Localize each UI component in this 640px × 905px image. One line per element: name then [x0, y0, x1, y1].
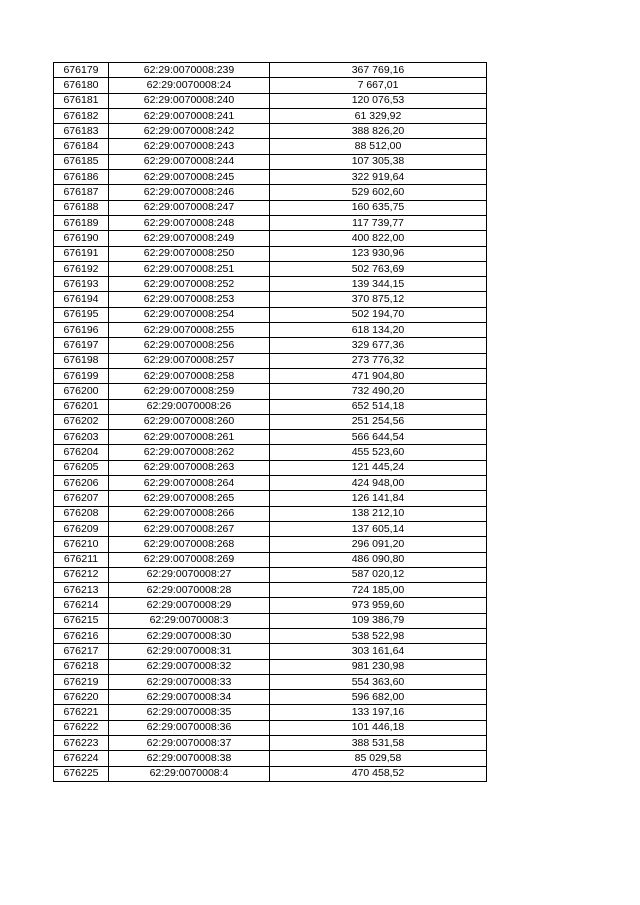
row-number-cell: 676212 [54, 567, 109, 582]
row-number-cell: 676206 [54, 476, 109, 491]
value-cell: 973 959,60 [270, 598, 487, 613]
row-number-cell: 676210 [54, 537, 109, 552]
cadastral-number-cell: 62:29:0070008:4 [109, 766, 270, 781]
value-cell: 133 197,16 [270, 705, 487, 720]
table-body [54, 63, 487, 782]
value-cell: 732 490,20 [270, 384, 487, 399]
value-cell: 322 919,64 [270, 170, 487, 185]
value-cell: 126 141,84 [270, 491, 487, 506]
value-cell: 502 194,70 [270, 307, 487, 322]
value-cell: 486 090,80 [270, 552, 487, 567]
table-row [54, 476, 487, 491]
table-row [54, 583, 487, 598]
value-cell: 109 386,79 [270, 613, 487, 628]
value-cell: 596 682,00 [270, 690, 487, 705]
cadastral-number-cell: 62:29:0070008:246 [109, 185, 270, 200]
row-number-cell: 676198 [54, 353, 109, 368]
cadastral-number-cell: 62:29:0070008:265 [109, 491, 270, 506]
value-cell: 61 329,92 [270, 108, 487, 123]
table-row [54, 567, 487, 582]
row-number-cell: 676214 [54, 598, 109, 613]
table-row [54, 338, 487, 353]
row-number-cell: 676192 [54, 261, 109, 276]
table-row [54, 139, 487, 154]
cadastral-number-cell: 62:29:0070008:269 [109, 552, 270, 567]
table-row [54, 537, 487, 552]
table-row [54, 154, 487, 169]
table-row [54, 124, 487, 139]
value-cell: 85 029,58 [270, 751, 487, 766]
value-cell: 724 185,00 [270, 583, 487, 598]
value-cell: 101 446,18 [270, 720, 487, 735]
cadastral-number-cell: 62:29:0070008:261 [109, 430, 270, 445]
cadastral-number-cell: 62:29:0070008:30 [109, 628, 270, 643]
cadastral-number-cell: 62:29:0070008:38 [109, 751, 270, 766]
table-row [54, 307, 487, 322]
cadastral-number-cell: 62:29:0070008:260 [109, 414, 270, 429]
cadastral-number-cell: 62:29:0070008:253 [109, 292, 270, 307]
row-number-cell: 676200 [54, 384, 109, 399]
value-cell: 329 677,36 [270, 338, 487, 353]
value-cell: 160 635,75 [270, 200, 487, 215]
cadastral-number-cell: 62:29:0070008:35 [109, 705, 270, 720]
table-row [54, 460, 487, 475]
cadastral-number-cell: 62:29:0070008:250 [109, 246, 270, 261]
value-cell: 251 254,56 [270, 414, 487, 429]
cadastral-number-cell: 62:29:0070008:255 [109, 323, 270, 338]
value-cell: 139 344,15 [270, 277, 487, 292]
row-number-cell: 676221 [54, 705, 109, 720]
value-cell: 424 948,00 [270, 476, 487, 491]
row-number-cell: 676213 [54, 583, 109, 598]
cadastral-number-cell: 62:29:0070008:259 [109, 384, 270, 399]
table-row [54, 506, 487, 521]
cadastral-number-cell: 62:29:0070008:251 [109, 261, 270, 276]
row-number-cell: 676181 [54, 93, 109, 108]
cadastral-number-cell: 62:29:0070008:34 [109, 690, 270, 705]
cadastral-number-cell: 62:29:0070008:24 [109, 78, 270, 93]
row-number-cell: 676208 [54, 506, 109, 521]
value-cell: 470 458,52 [270, 766, 487, 781]
cadastral-number-cell: 62:29:0070008:263 [109, 460, 270, 475]
table-row [54, 720, 487, 735]
table-row [54, 78, 487, 93]
row-number-cell: 676196 [54, 323, 109, 338]
value-cell: 296 091,20 [270, 537, 487, 552]
row-number-cell: 676211 [54, 552, 109, 567]
row-number-cell: 676224 [54, 751, 109, 766]
row-number-cell: 676195 [54, 307, 109, 322]
table-row [54, 277, 487, 292]
table-row [54, 491, 487, 506]
value-cell: 502 763,69 [270, 261, 487, 276]
row-number-cell: 676193 [54, 277, 109, 292]
value-cell: 123 930,96 [270, 246, 487, 261]
cadastral-number-cell: 62:29:0070008:244 [109, 154, 270, 169]
table-row [54, 384, 487, 399]
table-row [54, 705, 487, 720]
table-row [54, 231, 487, 246]
value-cell: 117 739,77 [270, 215, 487, 230]
row-number-cell: 676209 [54, 521, 109, 536]
cadastral-number-cell: 62:29:0070008:256 [109, 338, 270, 353]
cadastral-number-cell: 62:29:0070008:28 [109, 583, 270, 598]
row-number-cell: 676197 [54, 338, 109, 353]
cadastral-number-cell: 62:29:0070008:254 [109, 307, 270, 322]
value-cell: 981 230,98 [270, 659, 487, 674]
cadastral-number-cell: 62:29:0070008:264 [109, 476, 270, 491]
table-row [54, 246, 487, 261]
cadastral-number-cell: 62:29:0070008:262 [109, 445, 270, 460]
value-cell: 137 605,14 [270, 521, 487, 536]
cadastral-number-cell: 62:29:0070008:258 [109, 368, 270, 383]
value-cell: 7 667,01 [270, 78, 487, 93]
value-cell: 400 822,00 [270, 231, 487, 246]
value-cell: 538 522,98 [270, 628, 487, 643]
table-row [54, 736, 487, 751]
row-number-cell: 676219 [54, 674, 109, 689]
cadastral-number-cell: 62:29:0070008:31 [109, 644, 270, 659]
cadastral-number-cell: 62:29:0070008:26 [109, 399, 270, 414]
row-number-cell: 676205 [54, 460, 109, 475]
table-row [54, 644, 487, 659]
value-cell: 303 161,64 [270, 644, 487, 659]
table-row [54, 323, 487, 338]
row-number-cell: 676184 [54, 139, 109, 154]
table-row [54, 766, 487, 781]
cadastral-number-cell: 62:29:0070008:3 [109, 613, 270, 628]
table-row [54, 399, 487, 414]
cadastral-number-cell: 62:29:0070008:267 [109, 521, 270, 536]
cadastral-number-cell: 62:29:0070008:32 [109, 659, 270, 674]
table-row [54, 292, 487, 307]
value-cell: 370 875,12 [270, 292, 487, 307]
table-row [54, 521, 487, 536]
cadastral-number-cell: 62:29:0070008:252 [109, 277, 270, 292]
cadastral-value-table [53, 62, 487, 782]
value-cell: 455 523,60 [270, 445, 487, 460]
cadastral-number-cell: 62:29:0070008:243 [109, 139, 270, 154]
cadastral-number-cell: 62:29:0070008:29 [109, 598, 270, 613]
row-number-cell: 676186 [54, 170, 109, 185]
row-number-cell: 676191 [54, 246, 109, 261]
row-number-cell: 676220 [54, 690, 109, 705]
row-number-cell: 676194 [54, 292, 109, 307]
row-number-cell: 676189 [54, 215, 109, 230]
cadastral-number-cell: 62:29:0070008:249 [109, 231, 270, 246]
value-cell: 388 826,20 [270, 124, 487, 139]
row-number-cell: 676188 [54, 200, 109, 215]
value-cell: 88 512,00 [270, 139, 487, 154]
value-cell: 471 904,80 [270, 368, 487, 383]
cadastral-number-cell: 62:29:0070008:37 [109, 736, 270, 751]
table-row [54, 63, 487, 78]
cadastral-number-cell: 62:29:0070008:248 [109, 215, 270, 230]
cadastral-number-cell: 62:29:0070008:240 [109, 93, 270, 108]
table-row [54, 613, 487, 628]
row-number-cell: 676223 [54, 736, 109, 751]
value-cell: 618 134,20 [270, 323, 487, 338]
cadastral-number-cell: 62:29:0070008:33 [109, 674, 270, 689]
cadastral-number-cell: 62:29:0070008:36 [109, 720, 270, 735]
row-number-cell: 676207 [54, 491, 109, 506]
value-cell: 121 445,24 [270, 460, 487, 475]
table-row [54, 414, 487, 429]
table-row [54, 261, 487, 276]
table-row [54, 108, 487, 123]
table-row [54, 598, 487, 613]
table-row [54, 674, 487, 689]
cadastral-number-cell: 62:29:0070008:266 [109, 506, 270, 521]
cadastral-number-cell: 62:29:0070008:257 [109, 353, 270, 368]
row-number-cell: 676225 [54, 766, 109, 781]
value-cell: 367 769,16 [270, 63, 487, 78]
row-number-cell: 676217 [54, 644, 109, 659]
table-row [54, 215, 487, 230]
row-number-cell: 676185 [54, 154, 109, 169]
cadastral-number-cell: 62:29:0070008:268 [109, 537, 270, 552]
row-number-cell: 676201 [54, 399, 109, 414]
table-row [54, 185, 487, 200]
value-cell: 138 212,10 [270, 506, 487, 521]
cadastral-number-cell: 62:29:0070008:241 [109, 108, 270, 123]
cadastral-number-cell: 62:29:0070008:27 [109, 567, 270, 582]
table-row [54, 552, 487, 567]
table-row [54, 628, 487, 643]
value-cell: 587 020,12 [270, 567, 487, 582]
row-number-cell: 676199 [54, 368, 109, 383]
table-row [54, 368, 487, 383]
row-number-cell: 676203 [54, 430, 109, 445]
value-cell: 529 602,60 [270, 185, 487, 200]
table-row [54, 430, 487, 445]
value-cell: 554 363,60 [270, 674, 487, 689]
value-cell: 652 514,18 [270, 399, 487, 414]
table-row [54, 93, 487, 108]
row-number-cell: 676179 [54, 63, 109, 78]
row-number-cell: 676218 [54, 659, 109, 674]
cadastral-number-cell: 62:29:0070008:245 [109, 170, 270, 185]
value-cell: 566 644,54 [270, 430, 487, 445]
cadastral-number-cell: 62:29:0070008:239 [109, 63, 270, 78]
row-number-cell: 676202 [54, 414, 109, 429]
table-row [54, 659, 487, 674]
value-cell: 388 531,58 [270, 736, 487, 751]
row-number-cell: 676204 [54, 445, 109, 460]
table-row [54, 200, 487, 215]
table-row [54, 170, 487, 185]
row-number-cell: 676222 [54, 720, 109, 735]
row-number-cell: 676190 [54, 231, 109, 246]
row-number-cell: 676183 [54, 124, 109, 139]
table-row [54, 353, 487, 368]
row-number-cell: 676182 [54, 108, 109, 123]
value-cell: 107 305,38 [270, 154, 487, 169]
value-cell: 120 076,53 [270, 93, 487, 108]
row-number-cell: 676180 [54, 78, 109, 93]
table-row [54, 690, 487, 705]
row-number-cell: 676216 [54, 628, 109, 643]
cadastral-number-cell: 62:29:0070008:247 [109, 200, 270, 215]
row-number-cell: 676187 [54, 185, 109, 200]
value-cell: 273 776,32 [270, 353, 487, 368]
table-row [54, 445, 487, 460]
cadastral-number-cell: 62:29:0070008:242 [109, 124, 270, 139]
table-row [54, 751, 487, 766]
row-number-cell: 676215 [54, 613, 109, 628]
